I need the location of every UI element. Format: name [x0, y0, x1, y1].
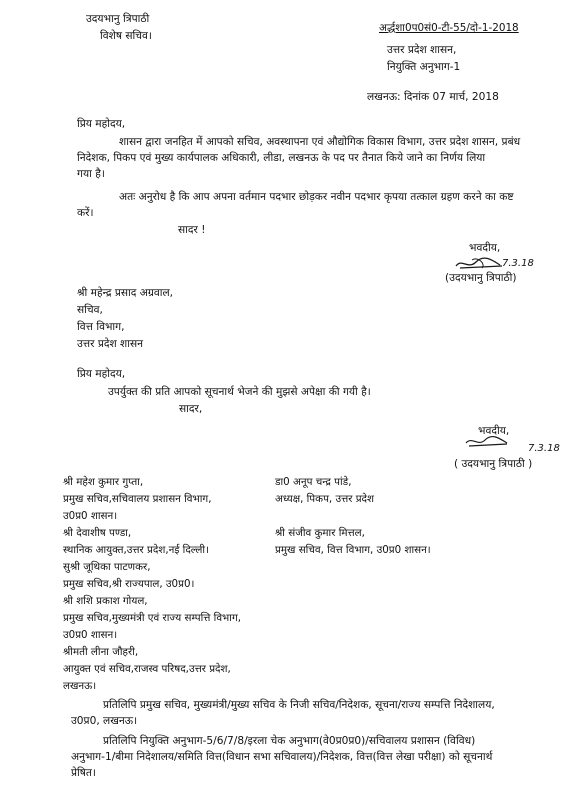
cc-paragraph-2-line: प्रतिलिपि नियुक्ति अनुभाग-5/6/7/8/इरला चेक अनुभाग(वे0प्र0प्र0)/सचिवालय प्रशासन (विविध) [103, 735, 476, 747]
addressee-line: वित्त विभाग, [77, 321, 125, 333]
salutation-2: प्रिय महोदय, [77, 368, 126, 380]
department-line-2: नियुक्ति अनुभाग-1 [387, 61, 461, 73]
date-line: लखनऊ: दिनांक 07 मार्च, 2018 [367, 91, 499, 103]
body-paragraph-2 [77, 189, 523, 221]
recipient-left-line: सुश्री जूथिका पाटणकर, [63, 561, 151, 573]
cc-paragraph-2 [71, 733, 529, 781]
body-paragraph-1-line: गया है। [77, 168, 105, 180]
recipient-left-line: उ0प्र0 शासन। [63, 510, 118, 522]
closing-1: सादर ! [178, 224, 206, 236]
recipient-right-line: डा0 अनूप चन्द्र पांडे, [275, 476, 352, 488]
recipient-left-line: आयुक्त एवं सचिव,राजस्व परिषद,उत्तर प्रदेश, [63, 663, 231, 675]
recipient-right-line: अध्यक्ष, पिकप, उत्तर प्रदेश [275, 493, 375, 505]
cc-paragraph-2-line: अनुभाग-1/बीमा निदेशालय/समिति वित्त(विधान सभा सचिवालय)/निदेशक, वित्त(वित्त लेखा परीक्षा) को सूचनार्थ [71, 751, 493, 763]
department-line-1: उत्तर प्रदेश शासन, [387, 44, 457, 56]
signature-2-name: ( उदयभानु त्रिपाठी ) [454, 458, 533, 470]
recipient-left-line: प्रमुख सचिव,सचिवालय प्रशासन विभाग, [63, 493, 212, 505]
addressee-line: सचिव, [77, 304, 103, 316]
recipient-left-line: स्थानिक आयुक्त,उत्तर प्रदेश,नई दिल्ली। [63, 544, 209, 556]
closing-2: सादर, [179, 403, 203, 415]
recipient-left-line: श्रीमती लीना जौहरी, [63, 646, 139, 658]
body-paragraph-1-line: शासन द्वारा जनहित में आपको सचिव, अवस्थापना एवं औद्योगिक विकास विभाग, उत्तर प्रदेश शासन, प्रबंध [119, 136, 521, 148]
recipient-left-line: श्री महेश कुमार गुप्ता, [63, 476, 144, 488]
signature-1-name: (उदयभानु त्रिपाठी) [445, 272, 517, 284]
cc-paragraph-2-line: प्रेषित। [71, 767, 96, 779]
body-paragraph-2-line: अतः अनुरोध है कि आप अपना वर्तमान पदभार छोड़कर नवीन पदभार कृपया तत्काल ग्रहण करने का कष्ट [119, 191, 514, 203]
signoff-2: भवदीय, [478, 425, 510, 437]
body-paragraph-2-line: करें। [77, 207, 94, 219]
body-paragraph-1 [77, 134, 523, 182]
body-paragraph-1-line: निदेशक, पिकप एवं मुख्य कार्यपालक अधिकारी, लीडा, लखनऊ के पद पर तैनात किये जाने का निर्णय लिया [77, 152, 486, 164]
cc-paragraph-1 [71, 697, 529, 729]
cc-paragraph-1-line: उ0प्र0, लखनऊ। [71, 715, 138, 727]
recipient-left-line: प्रमुख सचिव,मुख्यमंत्री एवं राज्य सम्पत्ति विभाग, [63, 612, 242, 624]
recipient-right-line: प्रमुख सचिव, वित्त विभाग, उ0प्र0 शासन। [275, 544, 431, 556]
signature-1-date: 7.3.18 [502, 258, 534, 269]
recipient-left-line: उ0प्र0 शासन। [63, 629, 118, 641]
copy-note: उपर्युक्त की प्रति आपको सूचनार्थ भेजने की मुझसे अपेक्षा की गयी है। [108, 386, 371, 398]
signoff-1: भवदीय, [469, 242, 501, 254]
recipient-left-line: श्री शशि प्रकाश गोयल, [63, 595, 148, 607]
cc-paragraph-1-line: प्रतिलिपि प्रमुख सचिव, मुख्यमंत्री/मुख्य सचिव के निजी सचिव/निदेशक, सूचना/राज्य सम्पत्ति निदेशालय, [103, 699, 495, 711]
recipient-left-line: लखनऊ। [63, 680, 97, 692]
addressee-line: उत्तर प्रदेश शासन [77, 338, 144, 350]
salutation-1: प्रिय महोदय, [77, 118, 126, 130]
signature-2-date: 7.3.18 [528, 443, 560, 454]
recipient-right-line: श्री संजीव कुमार मित्तल, [275, 527, 365, 539]
recipient-left-line: श्री देवाशीष पण्डा, [63, 527, 132, 539]
sender-name: उदयभानु त्रिपाठी [86, 13, 150, 25]
recipient-left-line: प्रमुख सचिव,श्री राज्यपाल, उ0प्र0। [63, 578, 195, 590]
addressee-line: श्री महेन्द्र प्रसाद अग्रवाल, [77, 287, 174, 299]
sender-designation: विशेष सचिव। [100, 30, 152, 42]
reference-number: अर्द्धशा0प0सं0-टी-55/दो-1-2018 [379, 22, 519, 34]
